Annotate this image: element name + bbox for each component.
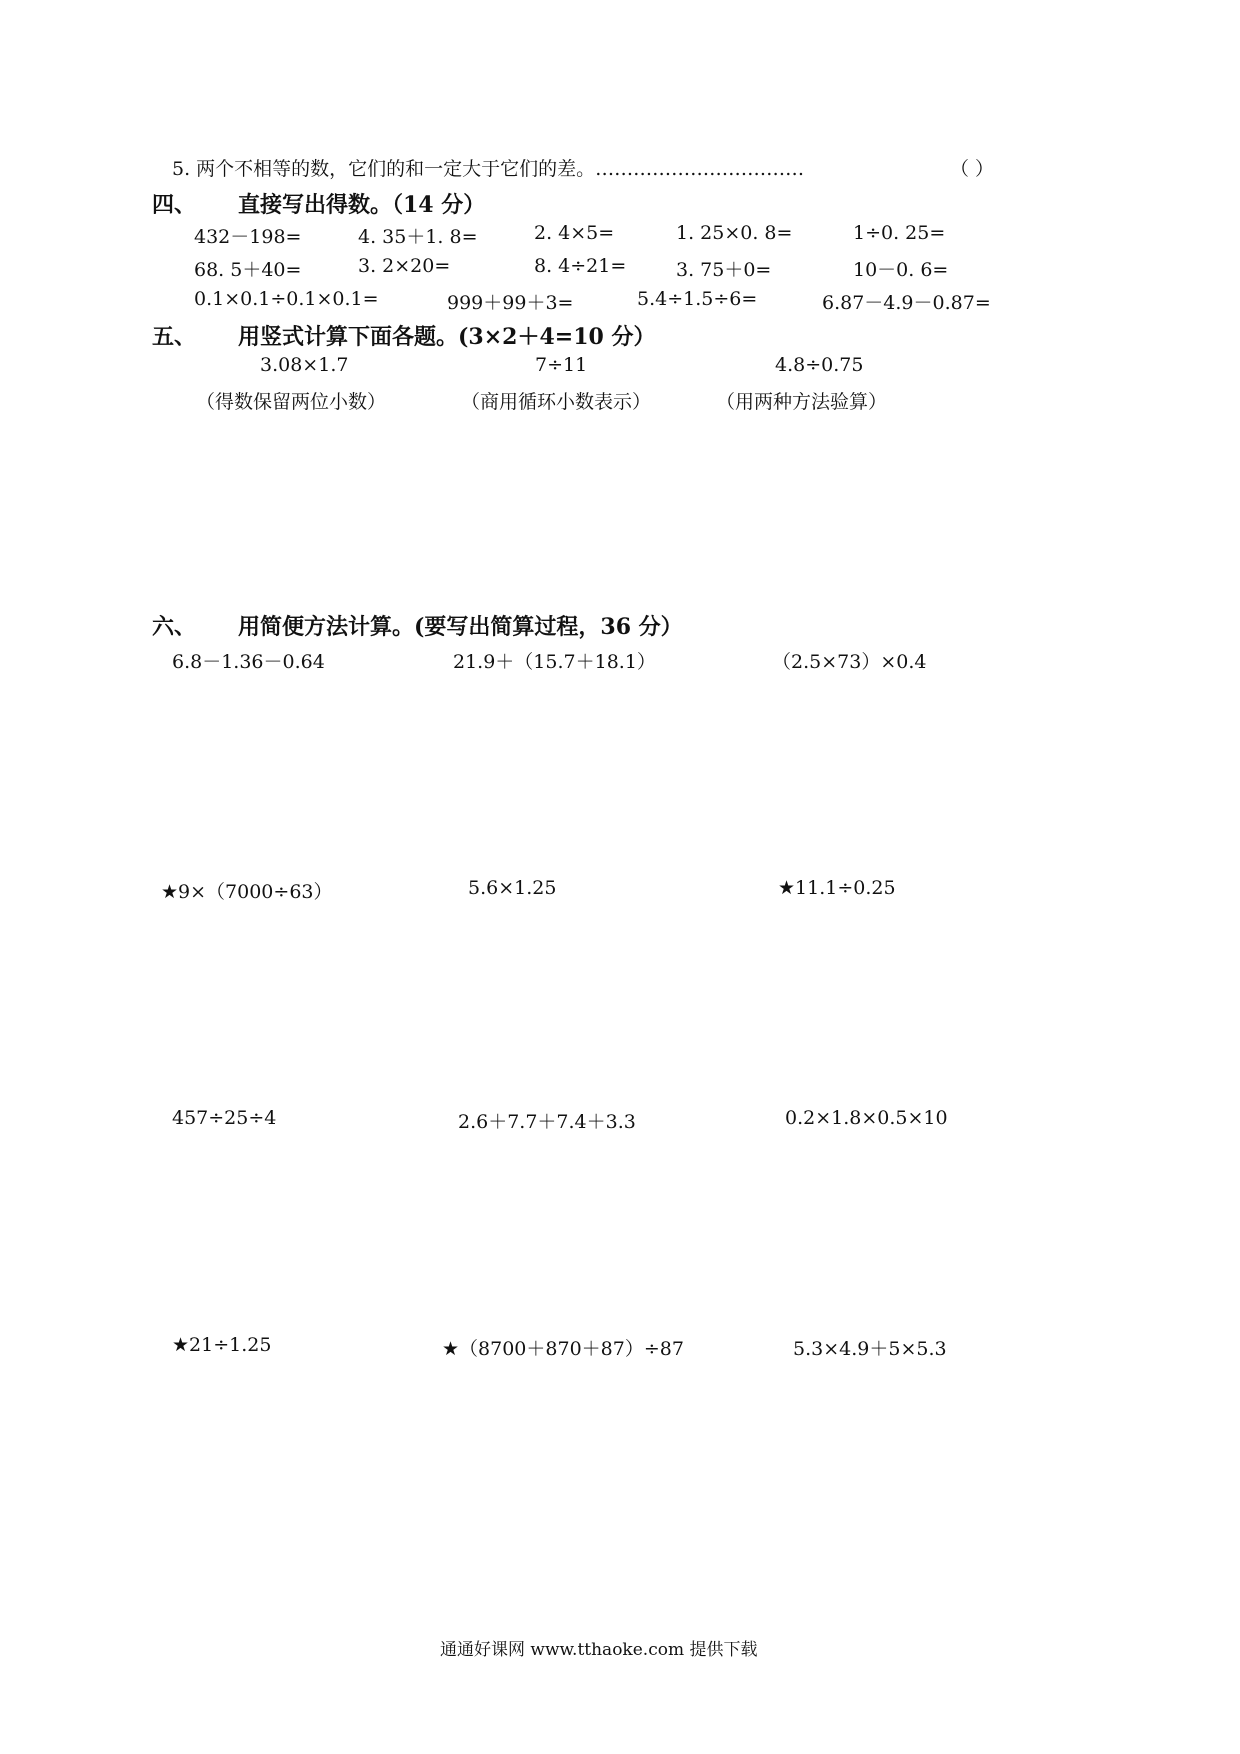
simplify-problem: ★11.1÷0.25: [778, 877, 896, 899]
simplify-problem: 5.3×4.9＋5×5.3: [793, 1338, 947, 1360]
mental-calc-item: 3. 75＋0=: [676, 259, 772, 281]
vertical-calc-problem: 4.8÷0.75: [775, 354, 864, 376]
mental-calc-item: 10－0. 6=: [853, 259, 949, 281]
simplify-problem: 457÷25÷4: [172, 1107, 277, 1129]
section-6-title: 用简便方法计算。(要写出简算过程，36 分）: [238, 614, 683, 640]
mental-calc-item: 432－198=: [194, 226, 302, 248]
simplify-problem: 5.6×1.25: [468, 877, 557, 899]
mental-calc-item: 3. 2×20=: [358, 255, 451, 277]
mental-calc-item: 4. 35＋1. 8=: [358, 226, 478, 248]
judge-item-5: [172, 154, 804, 181]
section-6-heading: [152, 610, 683, 641]
section-5-heading: [152, 320, 655, 351]
mental-calc-item: 68. 5＋40=: [194, 259, 302, 281]
vertical-calc-problem: 7÷11: [535, 354, 588, 376]
section-4-title: 直接写出得数。（14 分）: [238, 192, 486, 218]
mental-calc-item: 1. 25×0. 8=: [676, 222, 793, 244]
simplify-problem: 2.6＋7.7＋7.4＋3.3: [458, 1111, 636, 1133]
mental-calc-item: 999＋99＋3=: [447, 292, 574, 314]
simplify-problem: （2.5×73）×0.4: [772, 651, 927, 673]
mental-calc-item: 8. 4÷21=: [534, 255, 627, 277]
mental-calc-item: 0.1×0.1÷0.1×0.1=: [194, 288, 379, 310]
simplify-problem: ★（8700＋870＋87）÷87: [442, 1338, 684, 1360]
answer-parentheses: （ ）: [950, 158, 995, 180]
vertical-calc-note: （商用循环小数表示）: [461, 391, 652, 413]
mental-calc-item: 2. 4×5=: [534, 222, 615, 244]
vertical-calc-note: （用两种方法验算）: [716, 391, 888, 413]
section-6-number: 六、: [152, 614, 197, 640]
mental-calc-item: 1÷0. 25=: [853, 222, 946, 244]
page-footer: 通通好课网 www.tthaoke.com 提供下载: [440, 1640, 758, 1660]
mental-calc-item: 6.87－4.9－0.87=: [822, 292, 991, 314]
simplify-problem: ★21÷1.25: [172, 1334, 272, 1356]
judge-item-text: 5. 两个不相等的数，它们的和一定大于它们的差。……………………………: [172, 158, 805, 180]
mental-calc-item: 5.4÷1.5÷6=: [637, 288, 758, 310]
vertical-calc-problem: 3.08×1.7: [260, 354, 349, 376]
simplify-problem: 21.9＋（15.7＋18.1）: [453, 651, 656, 673]
section-4-number: 四、: [152, 192, 197, 218]
section-5-number: 五、: [152, 324, 197, 350]
section-5-title: 用竖式计算下面各题。(3×2＋4=10 分）: [238, 324, 656, 350]
simplify-problem: 6.8－1.36－0.64: [172, 651, 325, 673]
section-4-heading: [152, 188, 485, 219]
simplify-problem: ★9×（7000÷63）: [161, 881, 333, 903]
simplify-problem: 0.2×1.8×0.5×10: [785, 1107, 948, 1129]
vertical-calc-note: （得数保留两位小数）: [196, 391, 387, 413]
